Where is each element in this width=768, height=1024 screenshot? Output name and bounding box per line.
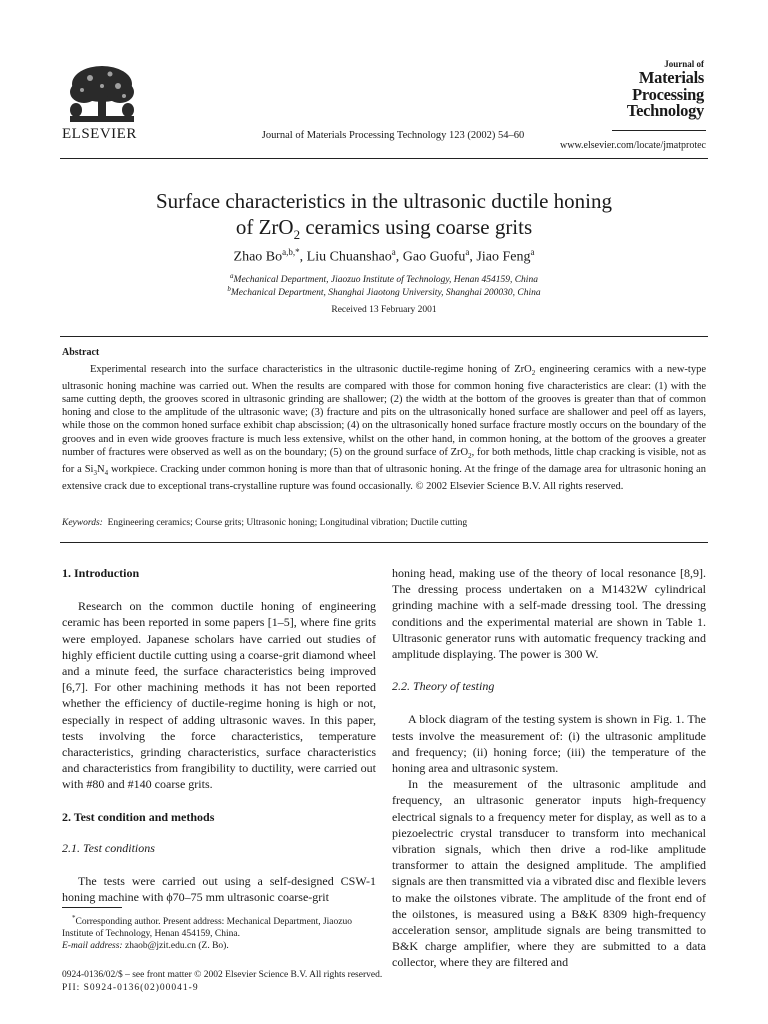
keywords-list: Engineering ceramics; Course grits; Ultrasonic honing; Longitudinal vibration; Ductile cutting — [107, 518, 468, 528]
abstract-top-divider — [60, 336, 708, 337]
journal-logo-underline — [612, 130, 706, 131]
author-list: Zhao $Bo^{a,b,*}$, Liu Chuanshao$^a$, Gao Guofu$^a$, Jiao Feng$^a$ — [233, 247, 535, 265]
affiliation-a: $^a$Mechanical Department, Jiaozuo Institute of Technology, Henan 454159, China — [230, 272, 538, 286]
right-column — [392, 565, 706, 971]
left-column — [62, 565, 376, 905]
abstract-text: Experimental research into the surface characteristics in the ultrasonic ductile-regime honing of ZrO$_2$ engineering ceramics with a new-type ultrasonic honing machine was carried out. When the results are compared with those for common honing five characteristics are clear: (1) with the same cutting depth, the grooves scored in ultrasonic grinding are shallower; (2) the width at the bottom of the grooves is greater than that of common honing and close to the amplitude of the ultrasonic wave; (3) fracture and pits on the ultrasonically honed surface are shallower and peel off as layers, while those on the common honed surface exhibit chap abscission; (4) on the ultrasonically honed surface fracture mostly occurs on the boundary of the grooves and in even wide grooves fracture is much less extensive, whilst on the other hand, in common honing, at the bottom of the grooves a greater number of fractures were observed as well as on the boundary; (5) on the ground surface of ZrO$_2$, for both methods, little chap cracking is visible, not as for a $Si_3N_4$ workpiece. Cracking under common honing is more than that of ultrasonic honing. At the fringe of the damage area for ultrasonic honing an extensive crack due to exceptional trans-crystalline rupture was found occasionally. © 2002 Elsevier Science B.V. All rights reserved. — [62, 364, 706, 493]
journal-url-link[interactable]: www.elsevier.com/locate/jmatprotec — [560, 140, 706, 151]
keywords — [62, 518, 467, 528]
section-heading-test-condition: 2. Test condition and methods — [62, 809, 215, 824]
author-name[interactable]: Gao Guofu — [402, 249, 466, 265]
email-link[interactable]: zhaob@jzit.edu.cn (Z. Bo). — [124, 941, 229, 952]
journal-logo — [614, 60, 704, 120]
elsevier-tree-logo-icon — [62, 62, 142, 126]
affiliation-b: $^b$Mechanical Department, Shanghai Jiaotong University, Shanghai 200030, China — [227, 285, 541, 299]
subsection-heading-theory-of-testing: 2.2. Theory of testing — [392, 679, 495, 694]
author-name[interactable]: Liu Chuanshao — [306, 249, 392, 265]
abstract-heading: Abstract — [62, 347, 100, 358]
paragraph-theory-1: A block diagram of the testing system is shown in Fig. 1. The tests involve the measurement of: (i) the ultrasonic amplitude and frequency; (ii) honing force; (iii) the temperature of the honing area and ultrasonic system. — [392, 712, 706, 776]
issn-line: 0924-0136/02/$ – see front matter © 2002 Elsevier Science B.V. All rights reserved. — [62, 970, 383, 980]
journal-logo-word: Processing — [632, 84, 704, 104]
journal-logo-of: Journal of — [664, 59, 704, 69]
abstract-bottom-divider — [60, 542, 708, 543]
email-label: E-mail address: — [62, 941, 123, 952]
journal-logo-word: Materials — [638, 68, 704, 87]
paragraph-continued: honing head, making use of the theory of local resonance [8,9]. The dressing process undertaken on a M1432W cylindrical grinding machine with a self-made dressing tool. The dressing conditions and the experimental material are shown in Table 1. Ultrasonic generator runs with automatic frequency tracking and amplitude displaying. The power is 300 W. — [392, 566, 706, 662]
footnote: *Corresponding author. Present address: Mechanical Department, Jiaozuo Institute of Technology, Henan 454159, China. E-mail address: zhaob@jzit.edu.cn (Z. Bo). — [62, 914, 352, 952]
section-heading-introduction: 1. Introduction — [62, 566, 140, 580]
subsection-heading-test-conditions: 2.1. Test conditions — [62, 840, 155, 855]
header-divider — [60, 158, 708, 159]
journal-logo-word: Technology — [626, 101, 704, 120]
paragraph-theory-2: In the measurement of the ultrasonic amplitude and frequency, an ultrasonic generator inputs high-frequency electrical signals to a frequency meter for display, as well as to a piezoelectric crystal transducer to transform into mechanical vibration signals, which then drive a rod-like amplitude transformer to attain the designed amplitude. The amplified signals are then transmitted via a vibrated disc and flexible levers to make the oilstones vibrate. The amplitude of the front end of the oilstones, is measured using a B&K 8309 high-frequency acceleration sensor, amplitude signals are being transmitted to B&K charge amplifier, where they are submitted to a data collector, where they are filtered and — [392, 777, 706, 970]
publisher-name: ELSEVIER — [62, 126, 137, 142]
received-date: Received 13 February 2001 — [331, 305, 437, 315]
keywords-label: Keywords: — [62, 518, 103, 528]
article-title: Surface characteristics in the ultrasonic ductile honing of ZrO$_2$ ceramics using coarse grits — [155, 189, 612, 243]
copyright-footer — [62, 969, 382, 994]
journal-citation: Journal of Materials Processing Technology 123 (2002) 54–60 — [261, 130, 525, 141]
author-name[interactable]: Zhao Bo — [233, 249, 283, 265]
paragraph-introduction: Research on the common ductile honing of engineering ceramic has been reported in some papers [1–5], where fine grits were employed. Japanese scholars have carried out studies of highly efficient ductile cutting using a coarse-grit diamond wheel and a minute feed, the surface characteristics being improved [6,7]. For other machining methods it has not been reported whether the efficiency of ductile-regime honing is high or not, especially in respect of adding ultrasonic waves. In this paper, tests involving the force characteristics, temperature characteristics, grinding characteristics, surface characteristics and characteristics from frangibility to ductility, were carried out with #80 and #140 coarse grits. — [62, 599, 376, 792]
pii-line: PII: S0924-0136(02)00041-9 — [62, 982, 199, 993]
paragraph-test-conditions: The tests were carried out using a self-designed CSW-1 honing machine with ϕ70–75 mm ultrasonic coarse-grit — [62, 874, 376, 905]
footnote-divider — [62, 907, 122, 908]
title-line-1: Surface characteristics in the ultrasonic ductile honing — [155, 189, 612, 213]
author-name[interactable]: Jiao Feng — [476, 249, 531, 265]
